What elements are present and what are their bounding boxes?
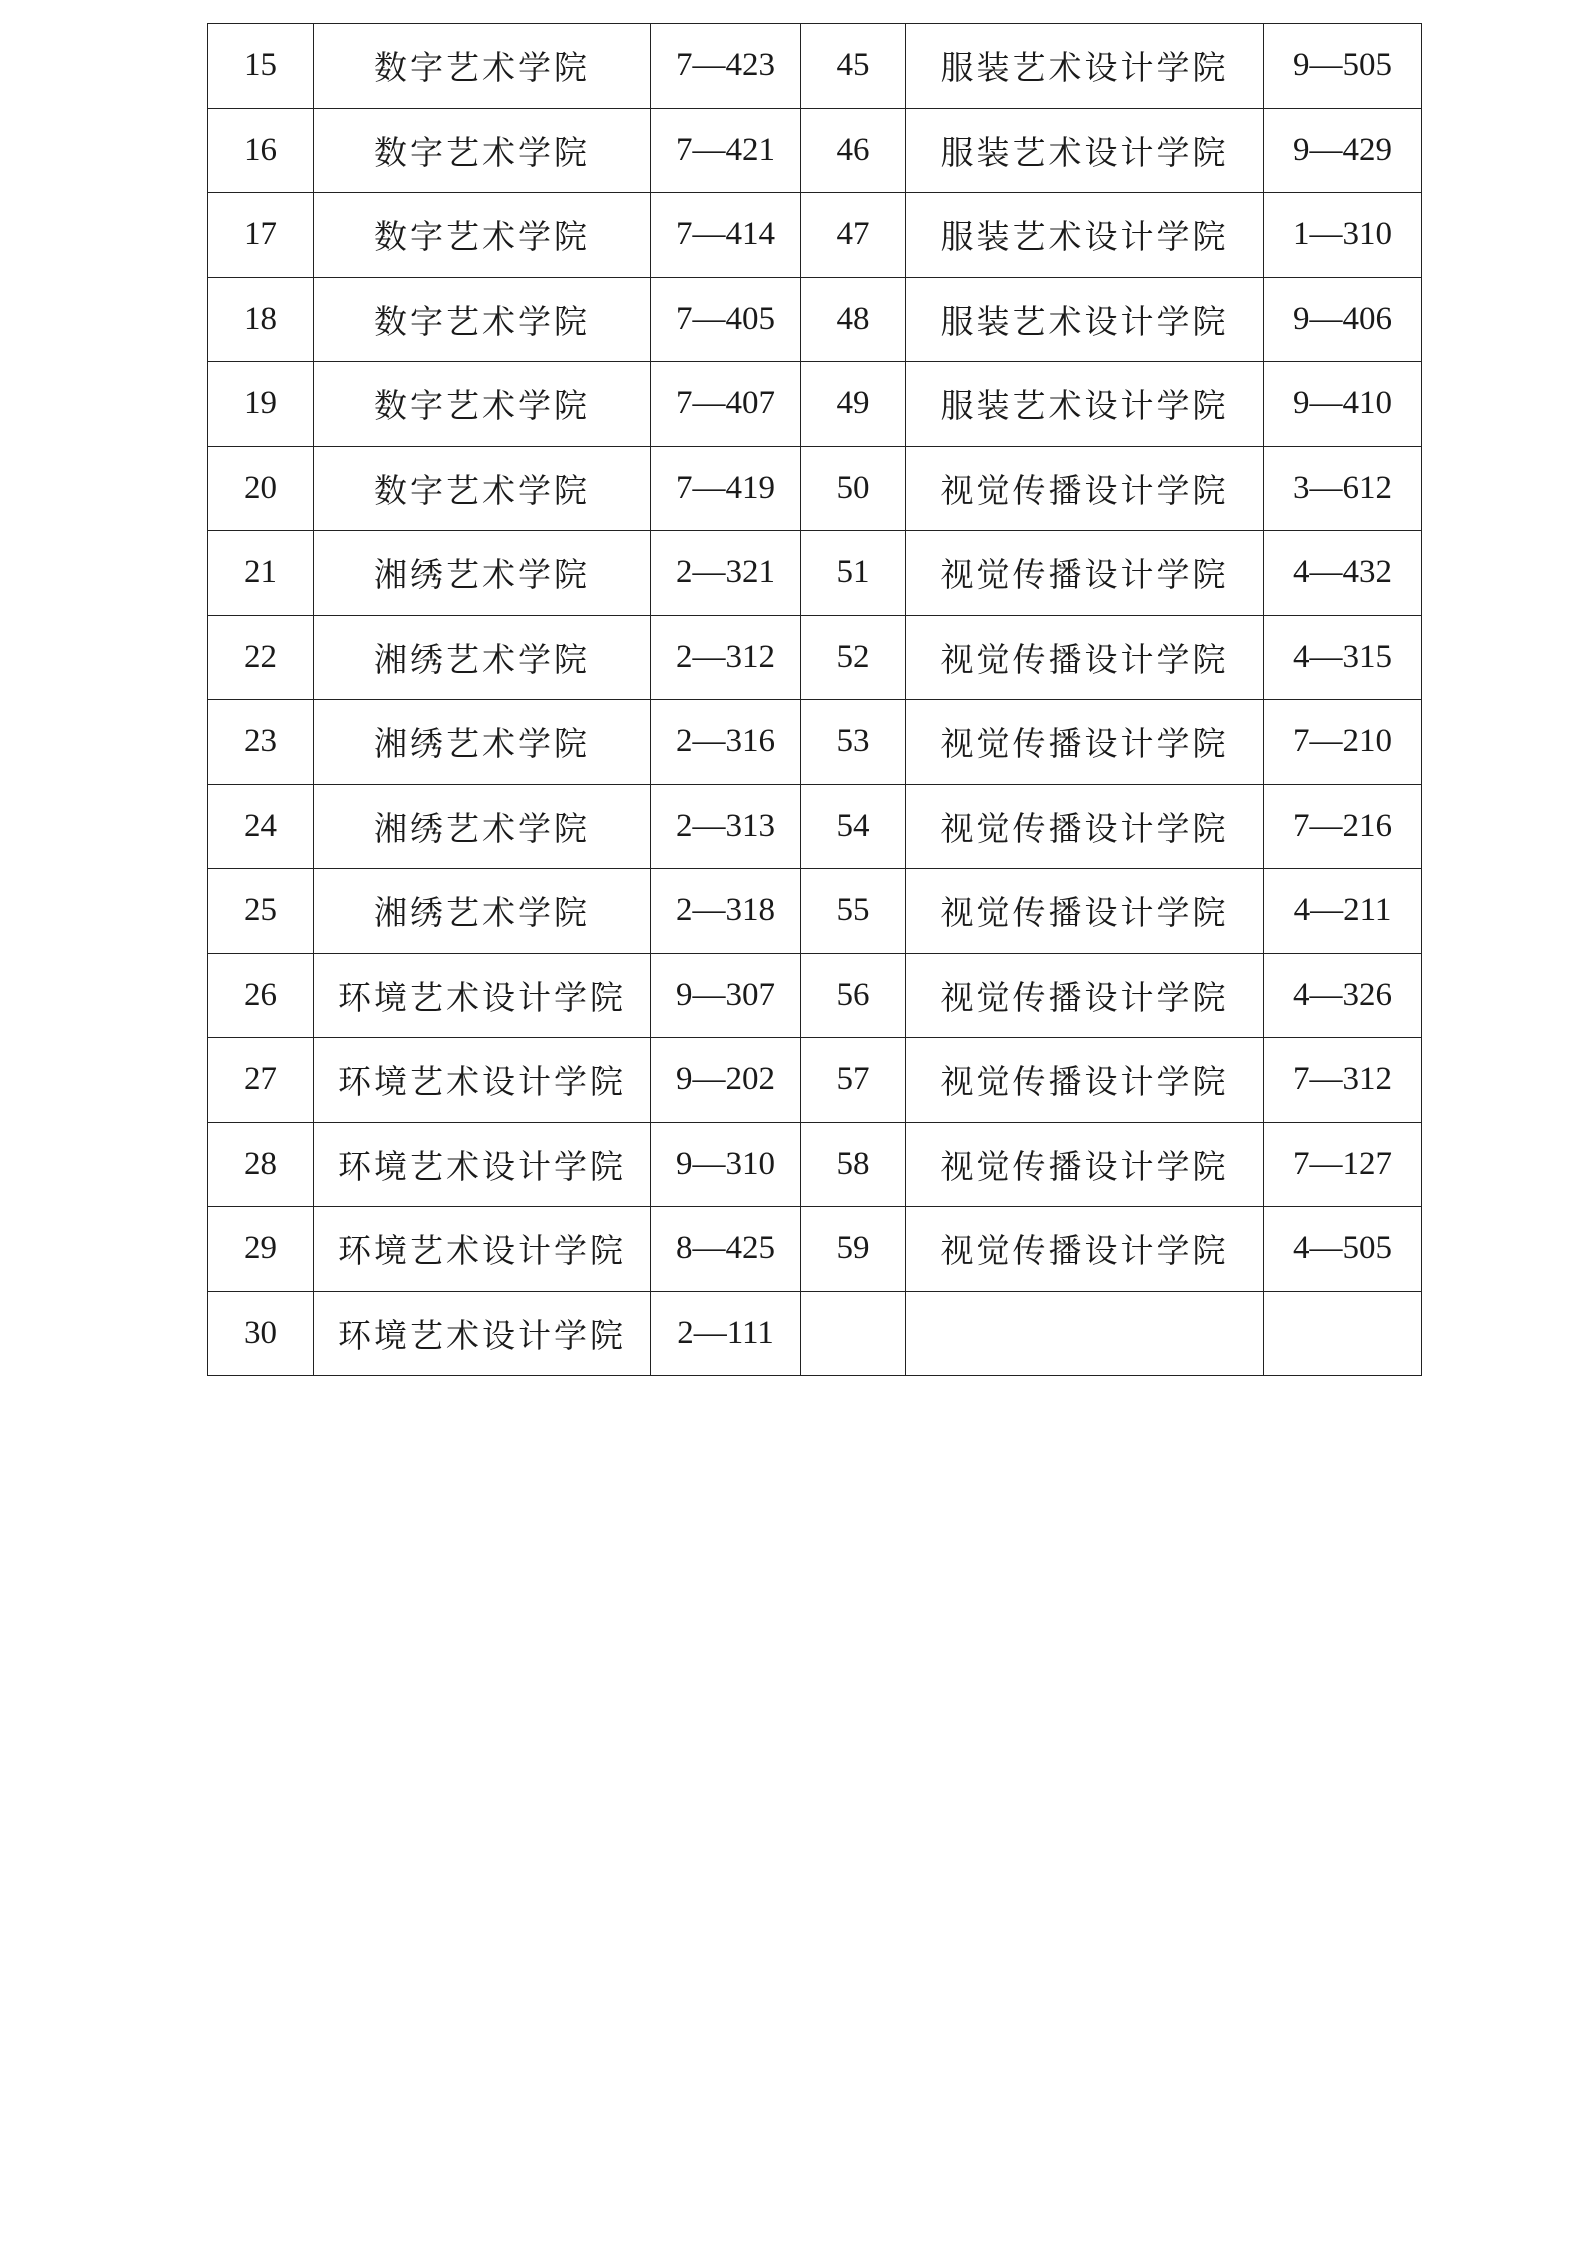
row-number-cell: 57: [801, 1038, 906, 1123]
row-number-cell: 25: [208, 869, 314, 954]
room-number-cell: 4—432: [1264, 531, 1422, 616]
row-number-cell: 27: [208, 1038, 314, 1123]
college-name-cell: 服装艺术设计学院: [906, 193, 1264, 278]
college-name-cell: 视觉传播设计学院: [906, 953, 1264, 1038]
row-number-cell: 21: [208, 531, 314, 616]
row-number-cell: 50: [801, 446, 906, 531]
room-number-cell: 9—202: [651, 1038, 801, 1123]
room-number-cell: 7—421: [651, 108, 801, 193]
room-number-cell: 2—321: [651, 531, 801, 616]
room-number-cell: 9—429: [1264, 108, 1422, 193]
room-number-cell: 2—312: [651, 615, 801, 700]
table-row: [208, 531, 1422, 616]
row-number-cell: 24: [208, 784, 314, 869]
college-name-cell: 湘绣艺术学院: [314, 784, 651, 869]
table-row: [208, 869, 1422, 954]
row-number-cell: 16: [208, 108, 314, 193]
college-name-cell: 数字艺术学院: [314, 446, 651, 531]
table-row: [208, 1038, 1422, 1123]
college-name-cell: 湘绣艺术学院: [314, 531, 651, 616]
table-row: [208, 277, 1422, 362]
table-row: [208, 24, 1422, 109]
college-name-cell: 视觉传播设计学院: [906, 446, 1264, 531]
room-number-cell: [1264, 1291, 1422, 1376]
table-row: [208, 1122, 1422, 1207]
table-row: [208, 1207, 1422, 1292]
row-number-cell: 22: [208, 615, 314, 700]
table-row: [208, 615, 1422, 700]
table-row: [208, 362, 1422, 447]
room-number-cell: 7—419: [651, 446, 801, 531]
room-number-cell: 2—318: [651, 869, 801, 954]
college-name-cell: 服装艺术设计学院: [906, 277, 1264, 362]
college-name-cell: 环境艺术设计学院: [314, 1207, 651, 1292]
room-number-cell: 7—407: [651, 362, 801, 447]
college-name-cell: 视觉传播设计学院: [906, 1207, 1264, 1292]
room-number-cell: 2—111: [651, 1291, 801, 1376]
college-name-cell: 环境艺术设计学院: [314, 1122, 651, 1207]
row-number-cell: [801, 1291, 906, 1376]
room-number-cell: 7—414: [651, 193, 801, 278]
room-number-cell: 4—505: [1264, 1207, 1422, 1292]
college-name-cell: 视觉传播设计学院: [906, 700, 1264, 785]
college-name-cell: 环境艺术设计学院: [314, 1038, 651, 1123]
row-number-cell: 59: [801, 1207, 906, 1292]
room-number-cell: 1—310: [1264, 193, 1422, 278]
room-number-cell: 2—316: [651, 700, 801, 785]
room-number-cell: 4—315: [1264, 615, 1422, 700]
college-name-cell: 服装艺术设计学院: [906, 108, 1264, 193]
room-number-cell: 7—423: [651, 24, 801, 109]
row-number-cell: 29: [208, 1207, 314, 1292]
row-number-cell: 28: [208, 1122, 314, 1207]
row-number-cell: 55: [801, 869, 906, 954]
row-number-cell: 19: [208, 362, 314, 447]
row-number-cell: 45: [801, 24, 906, 109]
row-number-cell: 48: [801, 277, 906, 362]
college-name-cell: 数字艺术学院: [314, 277, 651, 362]
row-number-cell: 51: [801, 531, 906, 616]
row-number-cell: 54: [801, 784, 906, 869]
row-number-cell: 18: [208, 277, 314, 362]
row-number-cell: 20: [208, 446, 314, 531]
college-name-cell: 数字艺术学院: [314, 24, 651, 109]
table-row: [208, 446, 1422, 531]
room-number-cell: 4—326: [1264, 953, 1422, 1038]
room-number-cell: 7—405: [651, 277, 801, 362]
college-name-cell: 湘绣艺术学院: [314, 615, 651, 700]
college-name-cell: 视觉传播设计学院: [906, 1038, 1264, 1123]
table-row: [208, 700, 1422, 785]
row-number-cell: 49: [801, 362, 906, 447]
college-name-cell: 视觉传播设计学院: [906, 1122, 1264, 1207]
college-name-cell: 视觉传播设计学院: [906, 869, 1264, 954]
room-number-cell: 9—406: [1264, 277, 1422, 362]
room-number-cell: 4—211: [1264, 869, 1422, 954]
college-name-cell: 数字艺术学院: [314, 108, 651, 193]
row-number-cell: 47: [801, 193, 906, 278]
row-number-cell: 58: [801, 1122, 906, 1207]
room-assignment-table: [207, 23, 1422, 1376]
room-number-cell: 7—216: [1264, 784, 1422, 869]
row-number-cell: 52: [801, 615, 906, 700]
room-number-cell: 9—310: [651, 1122, 801, 1207]
college-name-cell: 视觉传播设计学院: [906, 531, 1264, 616]
room-number-cell: 7—312: [1264, 1038, 1422, 1123]
college-name-cell: 数字艺术学院: [314, 193, 651, 278]
room-number-cell: 9—410: [1264, 362, 1422, 447]
table-row: [208, 953, 1422, 1038]
row-number-cell: 15: [208, 24, 314, 109]
college-name-cell: 湘绣艺术学院: [314, 700, 651, 785]
room-number-cell: 2—313: [651, 784, 801, 869]
row-number-cell: 46: [801, 108, 906, 193]
row-number-cell: 53: [801, 700, 906, 785]
room-number-cell: 9—307: [651, 953, 801, 1038]
row-number-cell: 17: [208, 193, 314, 278]
table-row: [208, 1291, 1422, 1376]
college-name-cell: 视觉传播设计学院: [906, 615, 1264, 700]
room-number-cell: 8—425: [651, 1207, 801, 1292]
college-name-cell: 服装艺术设计学院: [906, 362, 1264, 447]
college-name-cell: 服装艺术设计学院: [906, 24, 1264, 109]
table-row: [208, 193, 1422, 278]
table-row: [208, 784, 1422, 869]
college-name-cell: 视觉传播设计学院: [906, 784, 1264, 869]
row-number-cell: 56: [801, 953, 906, 1038]
table-row: [208, 108, 1422, 193]
row-number-cell: 23: [208, 700, 314, 785]
row-number-cell: 26: [208, 953, 314, 1038]
room-number-cell: 3—612: [1264, 446, 1422, 531]
room-number-cell: 9—505: [1264, 24, 1422, 109]
college-name-cell: 环境艺术设计学院: [314, 1291, 651, 1376]
table-body: [208, 24, 1422, 1376]
college-name-cell: [906, 1291, 1264, 1376]
college-name-cell: 数字艺术学院: [314, 362, 651, 447]
college-name-cell: 湘绣艺术学院: [314, 869, 651, 954]
room-number-cell: 7—210: [1264, 700, 1422, 785]
college-name-cell: 环境艺术设计学院: [314, 953, 651, 1038]
row-number-cell: 30: [208, 1291, 314, 1376]
room-number-cell: 7—127: [1264, 1122, 1422, 1207]
